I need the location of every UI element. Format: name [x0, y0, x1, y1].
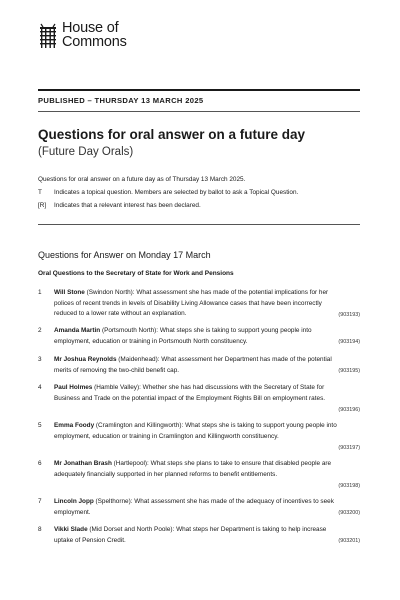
- member-constituency: (Swindon North):: [84, 289, 135, 296]
- logo-line-1: House of: [62, 20, 119, 36]
- question-text: What assessment she has made of the potential implications for her polices of recent trends in levels of Disability Living Allowance cases that have been incorrectly reduced to a lower rate without an explanation.: [54, 289, 329, 318]
- page-title: Questions for oral answer on a future day: [38, 127, 306, 142]
- member-name: Amanda Martin: [54, 327, 101, 334]
- question-text: What assessment her Department has made of the potential merits of removing the two-child benefit cap.: [54, 356, 332, 374]
- member-constituency: (Spelthorne):: [93, 498, 133, 505]
- legend-key: [R]: [38, 202, 47, 209]
- member-constituency: (Portsmouth North):: [100, 327, 159, 334]
- question-body: [54, 355, 346, 376]
- question-item: [38, 421, 360, 453]
- question-ref: (903196): [338, 407, 360, 413]
- member-constituency: (Hamble Valley):: [92, 384, 141, 391]
- question-ref: (903193): [338, 312, 360, 318]
- question-number: 6: [38, 460, 42, 467]
- question-number: 4: [38, 384, 42, 391]
- question-item: [38, 383, 360, 415]
- section-divider: [38, 224, 360, 225]
- question-item: [38, 355, 360, 377]
- question-text: What steps she is taking to support young people into employment, education or training in Portsmouth North constituency.: [54, 327, 312, 345]
- question-body: [54, 288, 346, 320]
- question-item: [38, 525, 360, 547]
- question-number: 7: [38, 498, 42, 505]
- question-body: [54, 459, 346, 480]
- department-heading: Oral Questions to the Secretary of State for Work and Pensions: [38, 270, 234, 277]
- question-ref: (903194): [338, 339, 360, 345]
- intro-text: Questions for oral answer on a future day as of Thursday 13 March 2025.: [38, 176, 246, 183]
- member-name: Emma Foody: [54, 422, 95, 429]
- page-subtitle: (Future Day Orals): [38, 146, 134, 158]
- legend-item-interest: [38, 202, 201, 209]
- house-of-commons-logo: [38, 21, 127, 50]
- published-date: PUBLISHED – THURSDAY 13 MARCH 2025: [38, 96, 204, 105]
- legend-text: Indicates that a relevant interest has been declared.: [54, 202, 201, 209]
- question-text: Whether she has had discussions with the Secretary of State for Business and Trade on the potential impact of the Employment Rights Bill on employment rates.: [54, 384, 326, 402]
- member-name: Will Stone: [54, 289, 85, 296]
- question-ref: (903197): [338, 445, 360, 451]
- legend-text: Indicates a topical question. Members are selected by ballot to ask a Topical Question.: [54, 189, 299, 196]
- member-name: Paul Holmes: [54, 384, 93, 391]
- question-ref: (903198): [338, 483, 360, 489]
- member-constituency: (Maidenhead):: [116, 356, 160, 363]
- member-name: Mr Joshua Reynolds: [54, 356, 117, 363]
- member-name: Vikki Slade: [54, 526, 88, 533]
- question-body: [54, 383, 346, 404]
- member-constituency: (Cramlington and Killingworth):: [94, 422, 184, 429]
- question-item: [38, 326, 360, 348]
- question-body: [54, 326, 346, 347]
- question-text: What steps she is taking to support young people into employment, education or training in Cramlington and Killingworth constituency.: [54, 422, 337, 440]
- question-text: What steps her Department is taking to help increase uptake of Pension Credit.: [54, 526, 327, 544]
- member-name: Lincoln Jopp: [54, 498, 94, 505]
- question-ref: (903201): [338, 538, 360, 544]
- logo-line-2: Commons: [62, 34, 127, 50]
- question-number: 5: [38, 422, 42, 429]
- member-constituency: (Mid Dorset and North Poole):: [87, 526, 175, 533]
- question-body: [54, 497, 346, 518]
- member-name: Mr Jonathan Brash: [54, 460, 112, 467]
- question-number: 2: [38, 327, 42, 334]
- section-heading: Questions for Answer on Monday 17 March: [38, 250, 211, 260]
- question-body: [54, 525, 346, 546]
- question-body: [54, 421, 346, 442]
- logo-text: [62, 21, 127, 49]
- question-item: [38, 497, 360, 519]
- question-number: 8: [38, 526, 42, 533]
- published-divider: [38, 111, 360, 112]
- question-text: What assessment she has made of the adequacy of incentives to seek employment.: [54, 498, 334, 516]
- question-ref: (903200): [338, 510, 360, 516]
- question-item: [38, 288, 360, 320]
- portcullis-icon: [38, 22, 58, 50]
- question-item: [38, 459, 360, 491]
- question-text: What steps she plans to take to ensure that disabled people are adequately financially supported in her planned reforms to benefit entitlements.: [54, 460, 332, 478]
- legend-item-topical: [38, 189, 298, 196]
- top-divider: [38, 89, 360, 91]
- member-constituency: (Hartlepool):: [111, 460, 149, 467]
- legend-key: T: [38, 189, 42, 196]
- question-number: 3: [38, 356, 42, 363]
- question-ref: (903195): [338, 368, 360, 374]
- question-number: 1: [38, 289, 42, 296]
